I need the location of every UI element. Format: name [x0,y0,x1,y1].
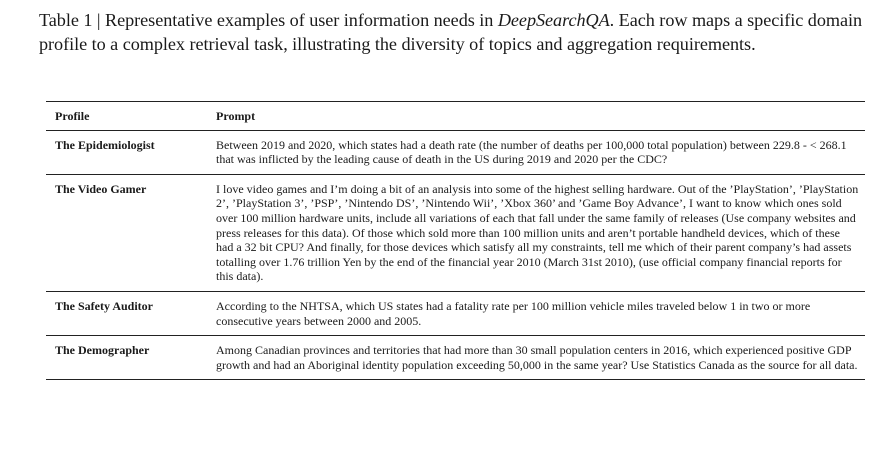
table-row [46,291,865,335]
table-container [46,101,865,380]
caption-suffix: . Each row maps a specific domain profile to a complex retrieval task, illustrating the diversity of topics and aggregation requirements. [39,10,863,54]
row-profile: The Video Gamer [55,181,147,196]
caption-prefix: Table 1 | Representative examples of user information needs in [39,10,498,30]
row-profile: The Safety Auditor [55,298,154,313]
caption-emphasis: DeepSearchQA [497,10,610,30]
row-prompt: Among Canadian provinces and territories that had more than 30 small population centers in 2016, which experienced positive GDP growth and had an Aboriginal identity population exceeding 50,000 in the same year? Use Statistics Canada as the source for all data. [216,343,858,372]
table-row [46,336,865,380]
row-profile: The Epidemiologist [55,137,155,152]
table-header-row [46,102,865,131]
header-profile: Profile [55,109,90,123]
row-prompt: According to the NHTSA, which US states had a fatality rate per 100 million vehicle miles traveled below 1 in two or more consecutive years between 2000 and 2005. [216,298,811,328]
row-profile: The Demographer [55,343,150,358]
table-caption [39,8,879,56]
table-row [46,130,865,174]
examples-table [46,101,865,380]
row-prompt: Between 2019 and 2020, which states had a death rate (the number of deaths per 100,000 total population) between 229.8 - < 268.1 that was inflicted by the leading cause of death in the US during 2019 and 2020 per the CDC? [216,137,847,167]
row-prompt: I love video games and I’m doing a bit of an analysis into some of the highest selling hardware. Out of the ’PlayStation’, ’PlayStation 2’, ’PlayStation 3’, ’PSP’, ’Nintendo DS’, ’Nintendo Wii’, ’Xbox 360’ and ’Game Boy Advance’, I want to know which ones sold over 100 million hardware units, include all variations of each that fall under the same family of releases (Use company websites and press releases for this data). Of those which sold more than 100 million units and aren’t portable handheld devices, which of these had a 32 bit CPU? And finally, for those devices which satisfy all my constraints, tell me which of their parent company’s had assets totalling over 1.76 trillion Yen by the end of the financial year 2010 (March 31st 2010), (use official company financial reports for this data). [216,181,859,284]
header-prompt: Prompt [216,109,256,123]
table-row [46,174,865,291]
